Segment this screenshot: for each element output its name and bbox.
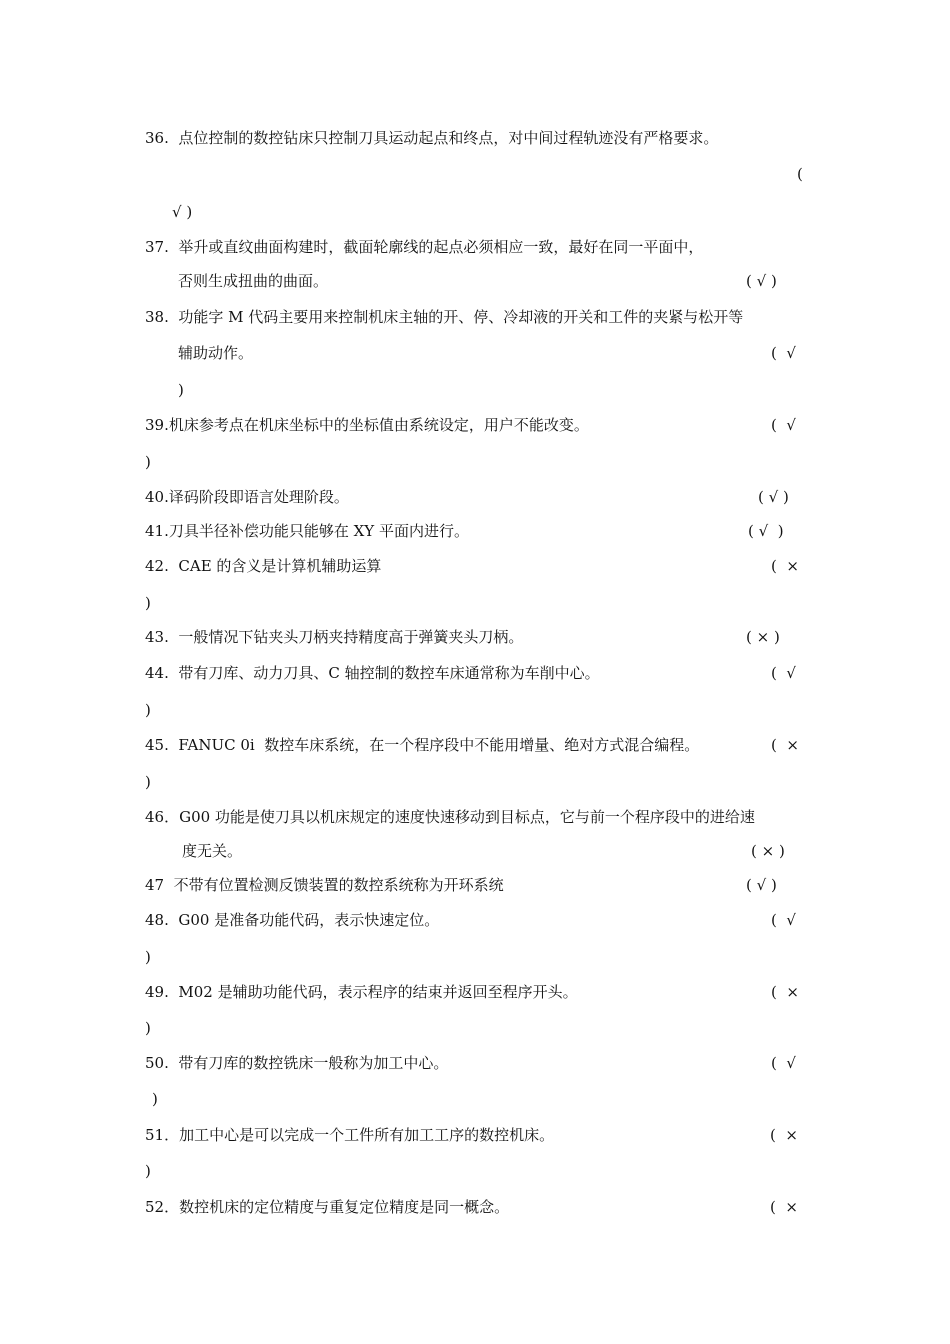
q51-answer: ( × [770,1126,798,1144]
q48-text: 48. G00 是准备功能代码，表示快速定位。 [145,911,440,929]
q51-text: 51．加工中心是可以完成一个工件所有加工工序的数控机床。 [145,1126,555,1144]
q45-close: ) [145,773,151,791]
q39-answer: ( √ [771,416,796,434]
q37-text-cont: 否则生成扭曲的曲面。 [178,272,329,290]
q47-answer: ( √ ) [746,876,777,894]
q48-answer: ( √ [771,911,796,929]
q42-close: ) [145,594,151,612]
q45-text: 45. FANUC 0i 数控车床系统，在一个程序段中不能用增量、绝对方式混合编程。 [145,736,700,754]
q41-answer: ( √ ) [748,522,784,540]
q52-text: 52．数控机床的定位精度与重复定位精度是同一概念。 [145,1198,510,1216]
q40-text: 40.译码阶段即语言处理阶段。 [145,488,349,506]
q50-answer: ( √ [771,1054,796,1072]
q37-text: 37. 举升或直纹曲面构建时，截面轮廓线的起点必须相应一致，最好在同一平面中， [145,238,704,256]
q51-close: ) [145,1162,151,1180]
q45-answer: ( × [771,736,799,754]
q42-answer: ( × [771,557,799,575]
q42-text: 42. CAE 的含义是计算机辅助运算 [145,557,382,575]
q39-text: 39.机床参考点在机床坐标中的坐标值由系统设定，用户不能改变。 [145,416,589,434]
q37-answer: ( √ ) [746,272,777,290]
q48-close: ) [145,948,151,966]
q52-answer: ( × [770,1198,798,1216]
q40-answer: ( √ ) [758,488,789,506]
q50-text: 50. 带有刀库的数控铣床一般称为加工中心。 [145,1054,449,1072]
q41-text: 41.刀具半径补偿功能只能够在 XY 平面内进行。 [145,522,469,540]
q49-text: 49. M02 是辅助功能代码，表示程序的结束并返回至程序开头。 [145,983,578,1001]
q38-close: ) [178,381,184,399]
q43-text: 43. 一般情况下钻夹头刀柄夹持精度高于弹簧夹头刀柄。 [145,628,524,646]
q44-close: ) [145,701,151,719]
q49-close: ) [145,1019,151,1037]
q44-answer: ( √ [771,664,796,682]
q43-answer: ( × ) [746,628,780,646]
q46-text-cont: 度无关。 [182,842,243,860]
q49-answer: ( × [771,983,799,1001]
q38-text-cont: 辅助动作。 [178,344,254,362]
q47-text: 47 不带有位置检测反馈装置的数控系统称为开环系统 [145,876,504,894]
q39-close: ) [145,453,151,471]
q38-text: 38. 功能字 M 代码主要用来控制机床主轴的开、停、冷却液的开关和工件的夹紧与松开等 [145,308,744,326]
q44-text: 44. 带有刀库、动力刀具、C 轴控制的数控车床通常称为车削中心。 [145,664,600,682]
q36-text: 36. 点位控制的数控钻床只控制刀具运动起点和终点，对中间过程轨迹没有严格要求。 [145,129,719,147]
q36-paren-open: ( [797,165,803,183]
q50-close: ) [152,1090,158,1108]
q38-answer: ( √ [771,344,796,362]
q36-answer: √ ) [172,203,193,221]
q46-answer: ( × ) [751,842,785,860]
q46-text: 46．G00 功能是使刀具以机床规定的速度快速移动到目标点，它与前一个程序段中的进给速 [145,808,755,826]
